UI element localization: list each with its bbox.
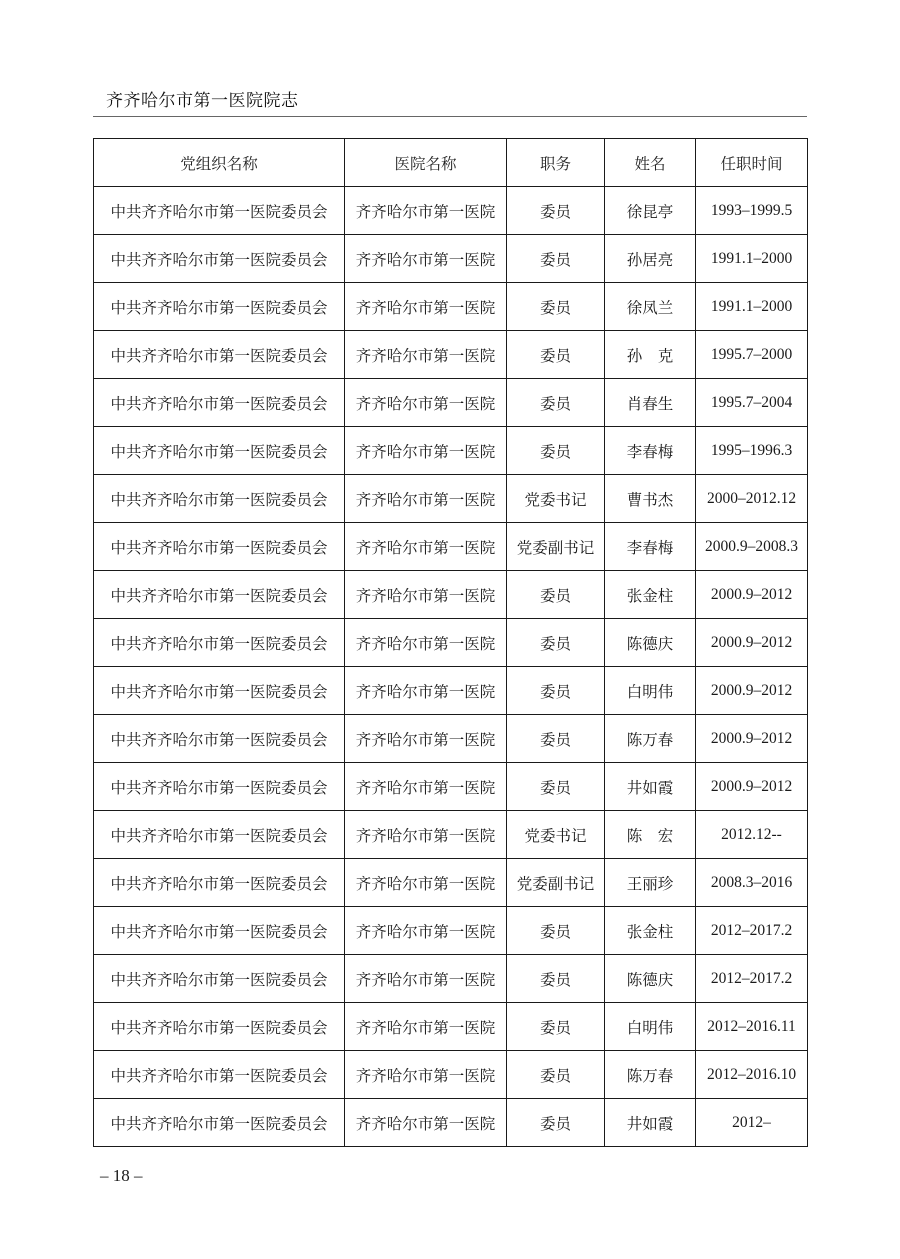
hospital-cell: 齐齐哈尔市第一医院 xyxy=(345,715,507,763)
name-cell: 白明伟 xyxy=(605,667,696,715)
table-row xyxy=(94,187,808,235)
table-row xyxy=(94,235,808,283)
name-cell: 陈 宏 xyxy=(605,811,696,859)
term-cell: 2012–2016.11 xyxy=(696,1003,808,1051)
term-cell: 2000.9–2012 xyxy=(696,571,808,619)
position-cell: 党委书记 xyxy=(507,475,605,523)
party-org-cell: 中共齐齐哈尔市第一医院委员会 xyxy=(94,475,345,523)
name-cell: 陈万春 xyxy=(605,1051,696,1099)
table-row xyxy=(94,955,808,1003)
hospital-cell: 齐齐哈尔市第一医院 xyxy=(345,955,507,1003)
header-rule xyxy=(93,116,807,117)
table-row xyxy=(94,811,808,859)
term-cell: 2012–2017.2 xyxy=(696,955,808,1003)
table-body xyxy=(94,187,808,1147)
hospital-cell: 齐齐哈尔市第一医院 xyxy=(345,619,507,667)
table-row xyxy=(94,571,808,619)
party-org-cell: 中共齐齐哈尔市第一医院委员会 xyxy=(94,379,345,427)
party-committee-table xyxy=(93,138,808,1147)
table-row xyxy=(94,667,808,715)
party-org-cell: 中共齐齐哈尔市第一医院委员会 xyxy=(94,907,345,955)
term-cell: 2000–2012.12 xyxy=(696,475,808,523)
table-header-row xyxy=(94,139,808,187)
position-cell: 党委书记 xyxy=(507,811,605,859)
hospital-cell: 齐齐哈尔市第一医院 xyxy=(345,187,507,235)
party-org-cell: 中共齐齐哈尔市第一医院委员会 xyxy=(94,763,345,811)
name-cell: 孙居亮 xyxy=(605,235,696,283)
party-org-cell: 中共齐齐哈尔市第一医院委员会 xyxy=(94,619,345,667)
hospital-cell: 齐齐哈尔市第一医院 xyxy=(345,1003,507,1051)
term-cell: 2008.3–2016 xyxy=(696,859,808,907)
table-row xyxy=(94,283,808,331)
position-cell: 委员 xyxy=(507,763,605,811)
column-header-position: 职务 xyxy=(507,139,605,187)
hospital-cell: 齐齐哈尔市第一医院 xyxy=(345,667,507,715)
name-cell: 陈德庆 xyxy=(605,955,696,1003)
column-header-hospital: 医院名称 xyxy=(345,139,507,187)
position-cell: 委员 xyxy=(507,379,605,427)
name-cell: 肖春生 xyxy=(605,379,696,427)
hospital-cell: 齐齐哈尔市第一医院 xyxy=(345,379,507,427)
table-row xyxy=(94,379,808,427)
position-cell: 委员 xyxy=(507,187,605,235)
hospital-cell: 齐齐哈尔市第一医院 xyxy=(345,475,507,523)
position-cell: 委员 xyxy=(507,331,605,379)
hospital-cell: 齐齐哈尔市第一医院 xyxy=(345,859,507,907)
position-cell: 委员 xyxy=(507,619,605,667)
term-cell: 1991.1–2000 xyxy=(696,283,808,331)
position-cell: 委员 xyxy=(507,235,605,283)
party-org-cell: 中共齐齐哈尔市第一医院委员会 xyxy=(94,235,345,283)
page-header-title: 齐齐哈尔市第一医院院志 xyxy=(106,91,299,111)
name-cell: 张金柱 xyxy=(605,907,696,955)
term-cell: 1991.1–2000 xyxy=(696,235,808,283)
party-org-cell: 中共齐齐哈尔市第一医院委员会 xyxy=(94,187,345,235)
party-org-cell: 中共齐齐哈尔市第一医院委员会 xyxy=(94,571,345,619)
name-cell: 李春梅 xyxy=(605,523,696,571)
term-cell: 1995.7–2004 xyxy=(696,379,808,427)
hospital-cell: 齐齐哈尔市第一医院 xyxy=(345,235,507,283)
party-org-cell: 中共齐齐哈尔市第一医院委员会 xyxy=(94,523,345,571)
position-cell: 党委副书记 xyxy=(507,523,605,571)
position-cell: 委员 xyxy=(507,571,605,619)
hospital-cell: 齐齐哈尔市第一医院 xyxy=(345,571,507,619)
party-org-cell: 中共齐齐哈尔市第一医院委员会 xyxy=(94,667,345,715)
party-org-cell: 中共齐齐哈尔市第一医院委员会 xyxy=(94,427,345,475)
term-cell: 2012–2017.2 xyxy=(696,907,808,955)
name-cell: 徐凤兰 xyxy=(605,283,696,331)
position-cell: 委员 xyxy=(507,667,605,715)
name-cell: 陈德庆 xyxy=(605,619,696,667)
position-cell: 委员 xyxy=(507,1003,605,1051)
name-cell: 徐昆亭 xyxy=(605,187,696,235)
table-row xyxy=(94,1099,808,1147)
table-row xyxy=(94,715,808,763)
party-org-cell: 中共齐齐哈尔市第一医院委员会 xyxy=(94,811,345,859)
table-row xyxy=(94,1051,808,1099)
table-row xyxy=(94,427,808,475)
hospital-cell: 齐齐哈尔市第一医院 xyxy=(345,907,507,955)
position-cell: 委员 xyxy=(507,427,605,475)
party-org-cell: 中共齐齐哈尔市第一医院委员会 xyxy=(94,1051,345,1099)
hospital-cell: 齐齐哈尔市第一医院 xyxy=(345,523,507,571)
term-cell: 2000.9–2008.3 xyxy=(696,523,808,571)
table-row xyxy=(94,331,808,379)
term-cell: 2000.9–2012 xyxy=(696,715,808,763)
party-org-cell: 中共齐齐哈尔市第一医院委员会 xyxy=(94,283,345,331)
hospital-cell: 齐齐哈尔市第一医院 xyxy=(345,427,507,475)
name-cell: 张金柱 xyxy=(605,571,696,619)
term-cell: 2012–2016.10 xyxy=(696,1051,808,1099)
table-row xyxy=(94,859,808,907)
term-cell: 1993–1999.5 xyxy=(696,187,808,235)
position-cell: 党委副书记 xyxy=(507,859,605,907)
table-row xyxy=(94,1003,808,1051)
name-cell: 孙 克 xyxy=(605,331,696,379)
name-cell: 陈万春 xyxy=(605,715,696,763)
name-cell: 井如霞 xyxy=(605,1099,696,1147)
column-header-party-org: 党组织名称 xyxy=(94,139,345,187)
party-org-cell: 中共齐齐哈尔市第一医院委员会 xyxy=(94,1003,345,1051)
name-cell: 井如霞 xyxy=(605,763,696,811)
column-header-term: 任职时间 xyxy=(696,139,808,187)
position-cell: 委员 xyxy=(507,715,605,763)
table-row xyxy=(94,619,808,667)
party-org-cell: 中共齐齐哈尔市第一医院委员会 xyxy=(94,715,345,763)
table-row xyxy=(94,907,808,955)
term-cell: 2000.9–2012 xyxy=(696,619,808,667)
hospital-cell: 齐齐哈尔市第一医院 xyxy=(345,811,507,859)
hospital-cell: 齐齐哈尔市第一医院 xyxy=(345,283,507,331)
party-org-cell: 中共齐齐哈尔市第一医院委员会 xyxy=(94,331,345,379)
position-cell: 委员 xyxy=(507,283,605,331)
hospital-cell: 齐齐哈尔市第一医院 xyxy=(345,1099,507,1147)
party-org-cell: 中共齐齐哈尔市第一医院委员会 xyxy=(94,859,345,907)
party-org-cell: 中共齐齐哈尔市第一医院委员会 xyxy=(94,1099,345,1147)
name-cell: 曹书杰 xyxy=(605,475,696,523)
table-row xyxy=(94,763,808,811)
hospital-cell: 齐齐哈尔市第一医院 xyxy=(345,763,507,811)
party-org-cell: 中共齐齐哈尔市第一医院委员会 xyxy=(94,955,345,1003)
table-row xyxy=(94,523,808,571)
page-number: – 18 – xyxy=(100,1166,143,1185)
name-cell: 白明伟 xyxy=(605,1003,696,1051)
name-cell: 王丽珍 xyxy=(605,859,696,907)
position-cell: 委员 xyxy=(507,1051,605,1099)
term-cell: 2000.9–2012 xyxy=(696,763,808,811)
name-cell: 李春梅 xyxy=(605,427,696,475)
column-header-name: 姓名 xyxy=(605,139,696,187)
hospital-cell: 齐齐哈尔市第一医院 xyxy=(345,331,507,379)
term-cell: 2012.12-- xyxy=(696,811,808,859)
term-cell: 2000.9–2012 xyxy=(696,667,808,715)
position-cell: 委员 xyxy=(507,955,605,1003)
table-row xyxy=(94,475,808,523)
position-cell: 委员 xyxy=(507,1099,605,1147)
term-cell: 2012– xyxy=(696,1099,808,1147)
term-cell: 1995–1996.3 xyxy=(696,427,808,475)
hospital-cell: 齐齐哈尔市第一医院 xyxy=(345,1051,507,1099)
term-cell: 1995.7–2000 xyxy=(696,331,808,379)
position-cell: 委员 xyxy=(507,907,605,955)
